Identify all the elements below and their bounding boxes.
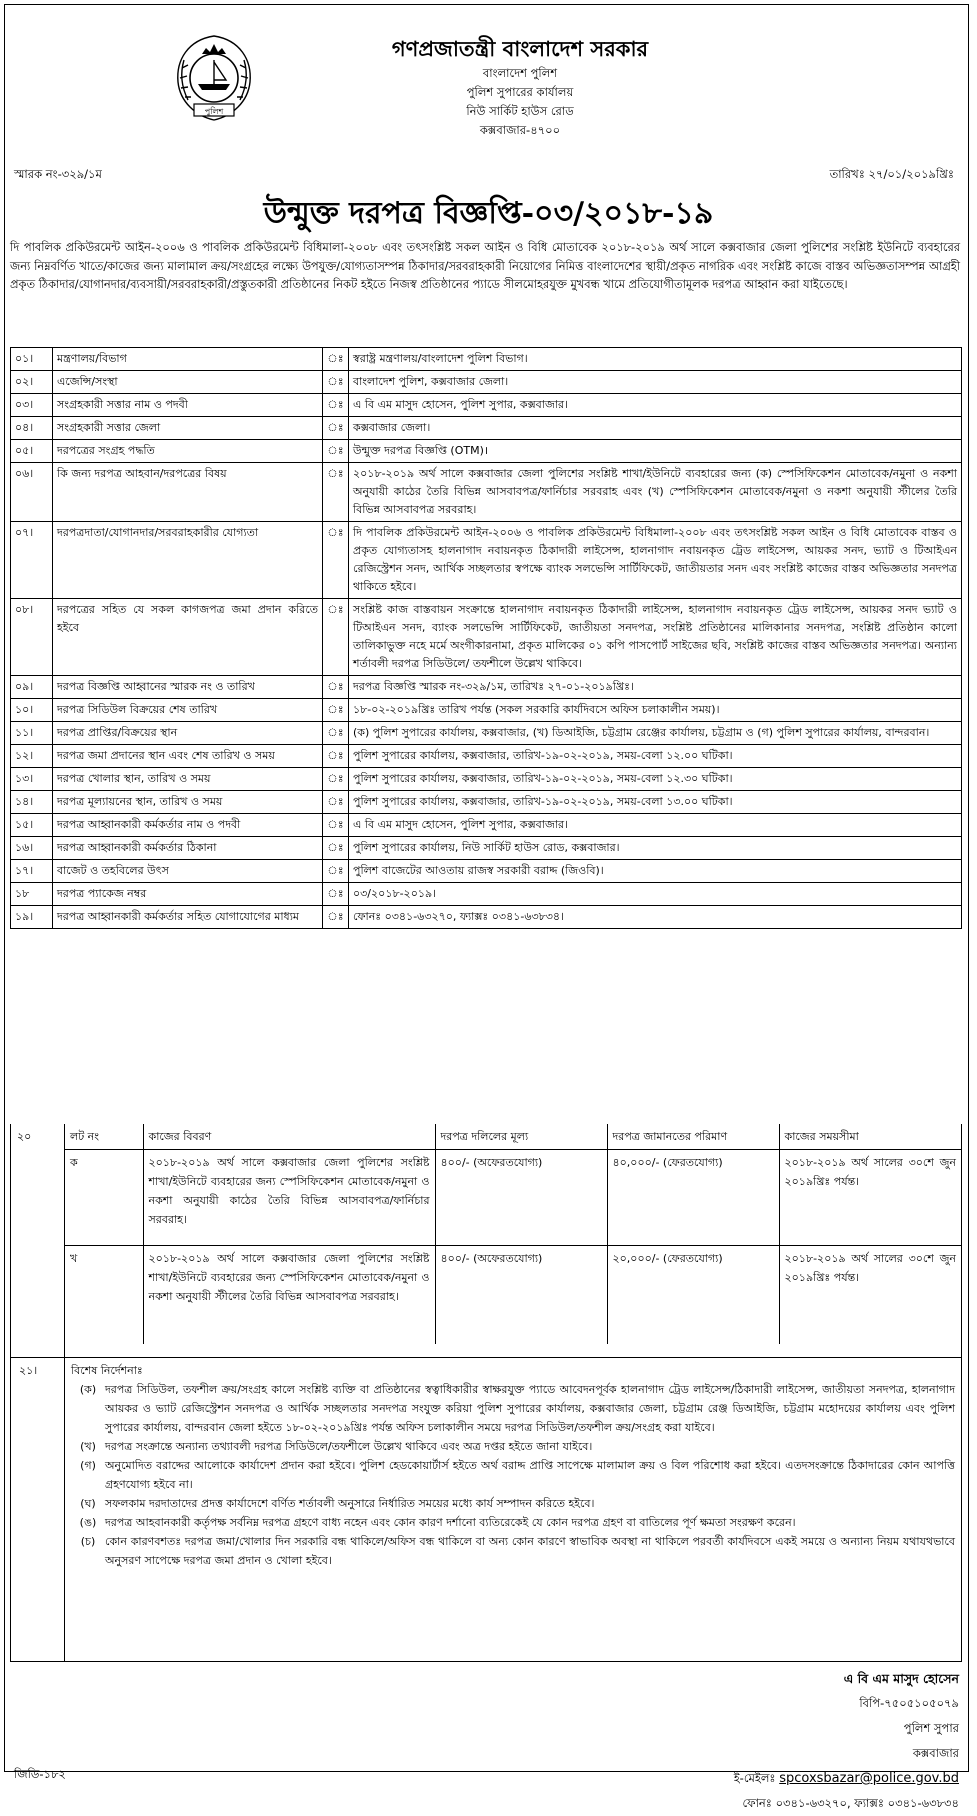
item-colon: ঃ [323, 883, 349, 906]
detail-row [11, 837, 962, 860]
item-label: দরপত্রের সহিত যে সকল কাগজপত্র জমা প্রদান করিতে হইবে [53, 599, 323, 676]
item-colon: ঃ [323, 599, 349, 676]
detail-row [11, 463, 962, 522]
item-label: বাজেট ও তহবিলের উৎস [53, 860, 323, 883]
lot-security: ৪০,০০০/- (ফেরতযোগ্য) [607, 1150, 779, 1246]
item-colon: ঃ [323, 676, 349, 699]
item-label: সংগ্রহকারী সত্তার জেলা [53, 417, 323, 440]
item-number: ১৫। [11, 814, 53, 837]
item-label: দরপত্র মূল্যায়নের স্থান, তারিখ ও সময় [53, 791, 323, 814]
lots-header-cell: কাজের সময়সীমা [779, 1124, 961, 1150]
memo-number: স্মারক নং-৩২৯/১ম [14, 167, 102, 181]
section-number: ২০ [11, 1124, 65, 1357]
intro-paragraph: দি পাবলিক প্রকিউরমেন্ট আইন-২০০৬ ও পাবলিক প্রকিউরমেন্ট বিধিমালা-২০০৮ এবং তৎসংশ্লিষ্ট সকল আইন ও বিধি মোতাবেক ২০১৮-২০১৯ অর্থ সালে কক্সবাজার জেলা পুলিশের সংশ্লিষ্ট ইউনিটে ব্যবহারের জন্য নিম্নবর্ণিত খাতে/কাজের জন্য মালামাল ক্রয়/সংগ্রহের লক্ষ্যে উপযুক্ত/যোগ্যতাসম্পন্ন ঠিকাদার/সরবরাহকারী নিয়োগের নিমিত্ত বাংলাদেশের স্থায়ী/প্রকৃত নাগরিক এবং সংশ্লিষ্ট কাজে বাস্তব অভিজ্ঞতাসম্পন্ন আগ্রহী প্রকৃত ঠিকাদার/যোগানদার/ব্যবসায়ী/সরবরাহকারী/প্রস্তুতকারী প্রতিষ্ঠানের নিকট হইতে নিজস্ব প্রতিষ্ঠানের প্যাডে সীলমোহরযুক্ত মুখবন্ধ খামে প্রতিযোগীতামূলক দরপত্র আহ্বান করা যাইতেছে। [10, 240, 961, 292]
item-value: (ক) পুলিশ সুপারের কার্যালয়, কক্সবাজার, (খ) ডিআইজি, চট্টগ্রাম রেঞ্জের কার্যালয়, চট্টগ্রাম ও (গ) পুলিশ সুপারের কার্যালয়, বান্দরবান। [349, 722, 962, 745]
item-label: মন্ত্রণালয়/বিভাগ [53, 348, 323, 371]
item-value: পুলিশ সুপারের কার্যালয়, কক্সবাজার, তারিখ-১৯-০২-২০১৯, সময়-বেলা ১২.০০ ঘটিকা। [349, 745, 962, 768]
item-number: ১৪। [11, 791, 53, 814]
item-label: দরপত্র খোলার স্থান, তারিখ ও সময় [53, 768, 323, 791]
item-number: ১২। [11, 745, 53, 768]
item-colon: ঃ [323, 814, 349, 837]
signatory-name: এ বি এম মাসুদ হোসেন [843, 1671, 959, 1686]
special-note [71, 1494, 955, 1513]
footer-code: জিডি-১৮২ [14, 1767, 66, 1781]
lots-header-cell: দরপত্র জামানতের পরিমাণ [607, 1124, 779, 1150]
lots-header-row [65, 1124, 961, 1150]
note-key: (ঘ) [80, 1497, 96, 1510]
detail-row [11, 599, 962, 676]
item-value: স্বরাষ্ট্র মন্ত্রণালয়/বাংলাদেশ পুলিশ বিভাগ। [349, 348, 962, 371]
note-text: কোন কারণবশতঃ দরপত্র জমা/খোলার দিন সরকারি বন্ধ থাকিলে/অফিস বন্ধ থাকিলে বা অন্য কোন কারণে স্বাভাবিক অবস্থা না থাকিলে পরবর্তী কার্যদিবসে একই সময়ে ও অন্যান্য নিয়ম যথাযথভাবে অনুসরণ সাপেক্ষে দরপত্র জমা প্রদান ও খোলা হইবে। [105, 1535, 955, 1567]
detail-row [11, 348, 962, 371]
item-label: দরপত্র প্যাকেজ নম্বর [53, 883, 323, 906]
item-value: পুলিশ বাজেটের আওতায় রাজস্ব সরকারী বরাদ্দ (জিওবি)। [349, 860, 962, 883]
item-value: উন্মুক্ত দরপত্র বিজ্ঞপ্তি (OTM)। [349, 440, 962, 463]
item-value: পুলিশ সুপারের কার্যালয়, নিউ সার্কিট হাউস রোড, কক্সবাজার। [349, 837, 962, 860]
item-number: ০৫। [11, 440, 53, 463]
lots-section [10, 1124, 962, 1358]
item-value: এ বি এম মাসুদ হোসেন, পুলিশ সুপার, কক্সবাজার। [349, 814, 962, 837]
item-value: সংশ্লিষ্ট কাজ বাস্তবায়ন সংক্রান্তে হালনাগাদ নবায়নকৃত ঠিকাদারী লাইসেন্স, হালনাগাদ নবায়নকৃত ট্রেড লাইসেন্স, আয়কর সনদ ভ্যাট ও টিআইএন সনদ, ব্যাংক সলভেন্সি সার্টিফিকেট, জাতীয়তা সনদপত্র, সংশ্লিষ্ট প্রতিষ্ঠানের মালিকানার সনদপত্র, সংশ্লিষ্ট প্রতিষ্ঠান কালো তালিকাভুক্ত নহে মর্মে অংগীকারনামা, প্রকৃত মালিকের ০১ কপি পাসপোর্ট সাইজের ছবি, সংশ্লিষ্ট কাজের বাস্তব অভিজ্ঞতার সনদপত্র। অন্যান্য শর্তাবলী দরপত্র সিডিউলে/ তফশীলে উল্লেখ থাকিবে। [349, 599, 962, 676]
item-number: ১০। [11, 699, 53, 722]
item-number: ০২। [11, 371, 53, 394]
signature-block [734, 1666, 959, 1816]
note-text: দরপত্র সিডিউল, তফশীল ক্রয়/সংগ্রহ কালে সংশ্লিষ্ট ব্যক্তি বা প্রতিষ্ঠানের স্বত্বাধিকারীর স্বাক্ষরযুক্ত প্যাডে আবেদনপূর্বক হালনাগাদ ট্রেড লাইসেন্স/ঠিকাদারী লাইসেন্স, জাতীয়তা সনদপত্র, হালনাগাদ আয়কর ও ভ্যাট রেজিস্ট্রেশন সনদপত্র ও আর্থিক সচ্ছলতার সনদপত্র সংযুক্ত করিয়া পুলিশ সুপারের কার্যালয়, কক্সবাজার জেলা, চট্টগ্রাম রেঞ্জ ডিআইজি, চট্টগ্রাম মহোদয়ের কার্যালয় এবং পুলিশ সুপারের কার্যালয়, বান্দরবান জেলা হইতে ১৮-০২-২০১৯খ্রিঃ পর্যন্ত অফিস চলাকালীন সময়ে দরপত্র সিডিউল/তফশীল ক্রয়/সংগ্রহ করা যাইবে। [105, 1383, 955, 1434]
item-colon: ঃ [323, 463, 349, 522]
item-colon: ঃ [323, 417, 349, 440]
item-colon: ঃ [323, 522, 349, 599]
item-label: দরপত্র বিজ্ঞপ্তি আহ্বানের স্মারক নং ও তারিখ [53, 676, 323, 699]
note-key: (গ) [80, 1459, 96, 1472]
lot-doc-price: ৪০০/- (অফেরতযোগ্য) [435, 1246, 607, 1344]
header-line: বাংলাদেশ পুলিশ [482, 66, 558, 80]
item-number: ১৬। [11, 837, 53, 860]
item-colon: ঃ [323, 699, 349, 722]
lots-header-cell: দরপত্র দলিলের মূল্য [435, 1124, 607, 1150]
item-number: ০৭। [11, 522, 53, 599]
memo-date: তারিখঃ ২৭/০১/২০১৯খ্রিঃ [829, 167, 954, 181]
item-number: ০৯। [11, 676, 53, 699]
email-line [734, 1766, 959, 1791]
item-value: পুলিশ সুপারের কার্যালয়, কক্সবাজার, তারিখ-১৯-০২-২০১৯, সময়-বেলা ১৩.০০ ঘটিকা। [349, 791, 962, 814]
phone-fax: ফোনঃ ০৩৪১-৬৩২৭০, ফ্যাক্সঃ ০৩৪১-৬৩৮৩৪ [742, 1796, 959, 1810]
lots-table [65, 1124, 961, 1344]
memo-row [14, 166, 954, 186]
detail-row [11, 814, 962, 837]
detail-row [11, 417, 962, 440]
signatory-district: কক্সবাজার [912, 1746, 959, 1760]
item-label: এজেন্সি/সংস্থা [53, 371, 323, 394]
item-number: ০৮। [11, 599, 53, 676]
detail-row [11, 440, 962, 463]
item-value: ফোনঃ ০৩৪১-৬৩২৭০, ফ্যাক্সঃ ০৩৪১-৬৩৮৩৪। [349, 906, 962, 929]
emblem-text: পুলিশ [204, 107, 224, 116]
email-label: ই-মেইলঃ [733, 1771, 776, 1785]
lot-security: ২০,০০০/- (ফেরতযোগ্য) [607, 1246, 779, 1344]
detail-row [11, 699, 962, 722]
lot-description: ২০১৮-২০১৯ অর্থ সালে কক্সবাজার জেলা পুলিশের সংশ্লিষ্ট শাখা/ইউনিটে ব্যবহারের জন্য স্পেসিফিকেশন মোতাবেক/নমুনা ও নকশা অনুযায়ী স্টীলের তৈরি বিভিন্ন আসবাবপত্র সরবরাহ। [143, 1246, 435, 1344]
header-line: পুলিশ সুপারের কার্যালয় [466, 85, 574, 99]
detail-row [11, 394, 962, 417]
item-label: সংগ্রহকারী সত্তার নাম ও পদবী [53, 394, 323, 417]
item-label: দরপত্র আহ্বানকারী কর্মকর্তার ঠিকানা [53, 837, 323, 860]
item-number: ১৮ [11, 883, 53, 906]
detail-row [11, 522, 962, 599]
note-text: অনুমোদিত বরাদ্দের আলোকে কার্যাদেশ প্রদান করা হইবে। পুলিশ হেডকোয়ার্টার্স হইতে অর্থ বরাদ্দ প্রাপ্তি সাপেক্ষে মালামাল ক্রয় ও বিল পরিশোধ করা হইবে। এতদসংক্রান্তে ঠিকাদারের কোন আপত্তি গ্রহণযোগ্য হইবে না। [105, 1459, 955, 1491]
item-label: কি জন্য দরপত্র আহবান/দরপত্রের বিষয় [53, 463, 323, 522]
item-value: দি পাবলিক প্রকিউরমেন্ট আইন-২০০৬ ও পাবলিক প্রকিউরমেন্ট বিধিমালা-২০০৮ এবং তৎসংশ্লিষ্ট সকল আইন ও বিধি মোতাবেক বাস্তব ও প্রকৃত যোগ্যতাসহ হালনাগাদ নবায়নকৃত ঠিকাদারী লাইসেন্স, হালনাগাদ নবায়নকৃত ট্রেড লাইসেন্স, আয়কর সনদ, ভ্যাট ও টিআইএন রেজিস্ট্রেশন সনদ, আর্থিক সচ্ছলতার স্বপক্ষে ব্যাংক সলভেন্সি সার্টিফিকেট, জাতীয়তার সনদ এবং সংশ্লিষ্ট কাজের বাস্তব অভিজ্ঞতার সনদপত্র থাকিতে হইবে। [349, 522, 962, 599]
note-key: (ক) [79, 1383, 97, 1396]
special-note [71, 1456, 955, 1494]
special-note [71, 1437, 955, 1456]
email-link[interactable]: spcoxsbazar@police.gov.bd [779, 1771, 959, 1786]
item-number: ১৭। [11, 860, 53, 883]
note-key: (চ) [80, 1535, 96, 1548]
item-colon: ঃ [323, 722, 349, 745]
item-label: দরপত্র সিডিউল বিক্রয়ের শেষ তারিখ [53, 699, 323, 722]
lot-number: ক [65, 1150, 143, 1246]
item-number: ০৪। [11, 417, 53, 440]
notice-title: উন্মুক্ত দরপত্র বিজ্ঞপ্তি-০৩/২০১৮-১৯ [263, 196, 714, 231]
detail-row [11, 791, 962, 814]
section-number: ২১। [11, 1358, 65, 1661]
special-note [71, 1532, 955, 1570]
item-value: দরপত্র বিজ্ঞপ্তি স্মারক নং-৩২৯/১ম, তারিখঃ ২৭-০১-২০১৯খ্রিঃ। [349, 676, 962, 699]
item-colon: ঃ [323, 348, 349, 371]
item-colon: ঃ [323, 394, 349, 417]
header-line: কক্সবাজার-৪৭০০ [479, 123, 561, 137]
item-number: ০৬। [11, 463, 53, 522]
lot-description: ২০১৮-২০১৯ অর্থ সালে কক্সবাজার জেলা পুলিশের সংশ্লিষ্ট শাখা/ইউনিটে ব্যবহারের জন্য স্পেসিফিকেশন মোতাবেক/নমুনা ও নকশা অনুযায়ী কাঠের তৈরি বিভিন্ন আসবাবপত্র/ফার্নিচার সরবরাহ। [143, 1150, 435, 1246]
special-instructions [10, 1358, 962, 1662]
special-note [71, 1513, 955, 1532]
detail-row [11, 371, 962, 394]
item-value: পুলিশ সুপারের কার্যালয়, কক্সবাজার, তারিখ-১৯-০২-২০১৯, সময়-বেলা ১২.৩০ ঘটিকা। [349, 768, 962, 791]
note-key: (ঙ) [79, 1516, 97, 1529]
letterhead [260, 34, 780, 140]
item-colon: ঃ [323, 745, 349, 768]
item-number: ১৩। [11, 768, 53, 791]
special-note [71, 1380, 955, 1437]
detail-row [11, 676, 962, 699]
lot-number: খ [65, 1246, 143, 1344]
detail-row [11, 860, 962, 883]
note-text: দরপত্র আহবানকারী কর্তৃপক্ষ সর্বনিম্ন দরপত্র গ্রহণে বাধ্য নহেন এবং কোন কারণ দর্শানো ব্যতিরেকেই যে কোন দরপত্র গ্রহণ বা বাতিলের পূর্ণ ক্ষমতা সংরক্ষণ করেন। [105, 1516, 796, 1529]
lot-row [65, 1150, 961, 1246]
detail-row [11, 745, 962, 768]
detail-row [11, 722, 962, 745]
item-value: বাংলাদেশ পুলিশ, কক্সবাজার জেলা। [349, 371, 962, 394]
item-colon: ঃ [323, 837, 349, 860]
lot-doc-price: ৪০০/- (অফেরতযোগ্য) [435, 1150, 607, 1246]
item-number: ০১। [11, 348, 53, 371]
note-text: সফলকাম দরদাতাদের প্রদত্ত কার্যাদেশে বর্ণিত শর্তাবলী অনুসারে নির্ধারিত সময়ের মধ্যে কার্য সম্পাদন করিতে হইবে। [105, 1497, 595, 1510]
item-value: ০৩/২০১৮-২০১৯। [349, 883, 962, 906]
lots-header-cell: কাজের বিবরণ [143, 1124, 435, 1150]
item-label: দরপত্র জমা প্রদানের স্থান এবং শেষ তারিখ ও সময় [53, 745, 323, 768]
item-value: কক্সবাজার জেলা। [349, 417, 962, 440]
signatory-bp: বিপি-৭৫০৫১০৫০৭৯ [859, 1696, 959, 1710]
item-colon: ঃ [323, 768, 349, 791]
item-number: ১১। [11, 722, 53, 745]
lot-deadline: ২০১৮-২০১৯ অর্থ সালের ৩০শে জুন ২০১৯খ্রিঃ পর্যন্ত। [779, 1150, 961, 1246]
item-value: ২০১৮-২০১৯ অর্থ সালে কক্সবাজার জেলা পুলিশের সংশ্লিষ্ট শাখা/ইউনিটে ব্যবহারের জন্য (ক) স্পেসিফিকেশন মোতাবেক/নমুনা ও নকশা অনুযায়ী কাঠের তৈরি বিভিন্ন আসবাবপত্র/ফার্নিচার সরবরাহ এবং (খ) স্পেসিফিকেশন মোতাবেক/নমুনা ও নকশা অনুযায়ী স্টীলের তৈরি বিভিন্ন আসবাবপত্র সরবরাহ। [349, 463, 962, 522]
signatory-designation: পুলিশ সুপার [903, 1721, 959, 1735]
lot-deadline: ২০১৮-২০১৯ অর্থ সালের ৩০শে জুন ২০১৯খ্রিঃ পর্যন্ত। [779, 1246, 961, 1344]
government-title: গণপ্রজাতন্ত্রী বাংলাদেশ সরকার [391, 36, 649, 61]
item-value: এ বি এম মাসুদ হোসেন, পুলিশ সুপার, কক্সবাজার। [349, 394, 962, 417]
item-label: দরপত্র আহ্বানকারী কর্মকর্তার নাম ও পদবী [53, 814, 323, 837]
header-line: নিউ সার্কিট হাউস রোড [466, 104, 574, 118]
item-value: ১৮-০২-২০১৯খ্রিঃ তারিখ পর্যন্ত (সকল সরকারি কার্যদিবসে অফিস চলাকালীন সময়)। [349, 699, 962, 722]
item-number: ০৩। [11, 394, 53, 417]
note-key: (খ) [80, 1440, 96, 1453]
item-colon: ঃ [323, 440, 349, 463]
item-label: দরপত্রের সংগ্রহ পদ্ধতি [53, 440, 323, 463]
police-emblem [168, 30, 260, 126]
item-label: দরপত্র প্রাপ্তির/বিক্রয়ের স্থান [53, 722, 323, 745]
item-number: ১৯। [11, 906, 53, 929]
tender-details-table [10, 347, 962, 929]
lots-header-cell: লট নং [65, 1124, 143, 1150]
item-colon: ঃ [323, 906, 349, 929]
note-text: দরপত্র সংক্রান্তে অন্যান্য তথ্যাবলী দরপত্র সিডিউলে/তফশীলে উল্লেখ থাকিবে এবং অত্র দপ্তর হইতে জানা যাইবে। [105, 1440, 593, 1453]
item-colon: ঃ [323, 860, 349, 883]
special-heading: বিশেষ নির্দেশনাঃ [71, 1364, 143, 1377]
item-label: দরপত্র আহ্বানকারী কর্মকর্তার সহিত যোগাযোগের মাধ্যম [53, 906, 323, 929]
detail-row [11, 768, 962, 791]
item-colon: ঃ [323, 791, 349, 814]
item-colon: ঃ [323, 371, 349, 394]
lot-row [65, 1246, 961, 1344]
detail-row [11, 906, 962, 929]
detail-row [11, 883, 962, 906]
item-label: দরপত্রদাতা/যোগানদার/সরবরাহকারীর যোগ্যতা [53, 522, 323, 599]
